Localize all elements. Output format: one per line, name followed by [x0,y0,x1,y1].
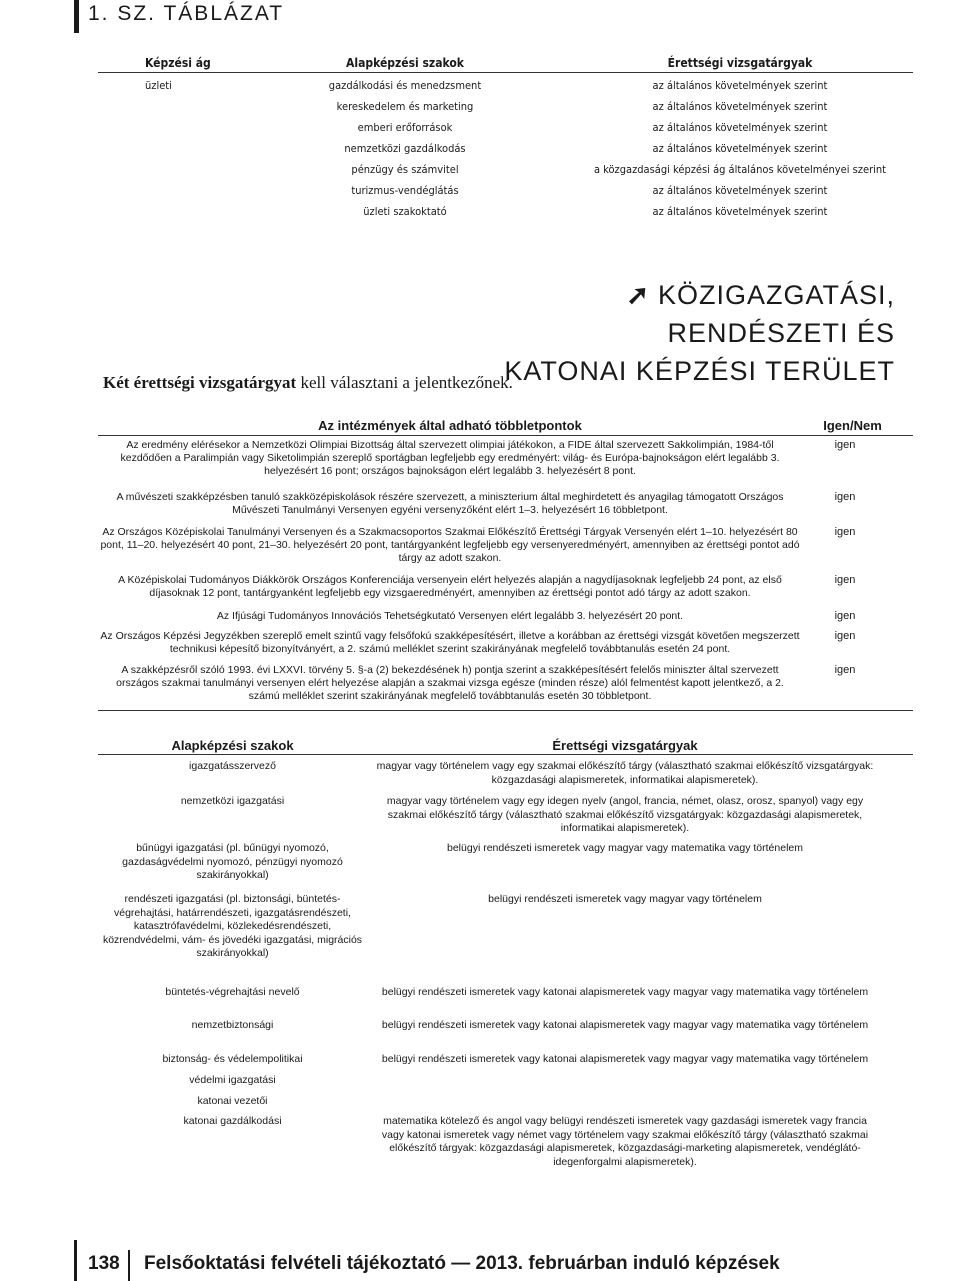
t2-cell-text: Az eredmény elérésekor a Nemzetközi Olimpiai Bizottság által szervezett olimpiai játékokon, a FIDE által szervezett Sakkolimpián, 1984-től kezdődően a Paralimpián vagy Siketolimpián szereplő sportágban legfeljebb egy eredményért: világ- és Európa-bajnokságon elért legalább 3. helyezésért 16 pont; országos bajnokságon elért legalább 3. helyezésért 8 pont. [120,439,780,477]
t3-cell-targy: belügyi rendészeti ismeretek vagy katonai alapismeretek vagy magyar vagy matematika vagy történelem [381,1053,869,1065]
t2-cell-text: Az Országos Középiskolai Tanulmányi Versenyen és a Szakmacsoportos Szakmai Előkészítő Érettségi Tárgyak Versenyén elért 1–10. helyezésért 80 pont, 11–20. helyezésért 40 pont, 21–30. helyezésért 20 pont, tantárgyanként legfeljebb egy versenyeredményért, amennyiben az érettségi pontot adó tárgy az adott szakon. [100,526,800,564]
t1-cell-targy: az általános követelmények szerint [652,79,828,92]
t3-cell-szak: igazgatásszervező [189,760,276,772]
t3-cell-targy: belügyi rendészeti ismeretek vagy katonai alapismeretek vagy magyar vagy matematika vagy történelem [381,1019,869,1031]
t1-cell-ag [145,201,275,222]
t3-cell-targy: belügyi rendészeti ismeretek vagy katonai alapismeretek vagy magyar vagy matematika vagy történelem [381,986,869,998]
t3-cell-szak: katonai gazdálkodási [183,1115,282,1127]
t3-header-szakok: Alapképzési szakok [171,738,294,753]
t3-cell-szak: nemzetközi igazgatási [180,795,285,807]
t2-header-igen-nem: Igen/Nem [823,418,882,433]
table1-divider [98,72,913,73]
t1-cell-szak: kereskedelem és marketing [336,100,474,113]
t2-cell-text: A Középiskolai Tudományos Diákkörök Országos Konferenciája versenyein elért helyezés alapján a nagydíjasoknak legfeljebb 24 pont, az első díjasoknak 12 pont, tantárgyanként legfeljebb egy vizsgaeredményért, amennyiben az érettségi pontot adó tárgy az adott szakon. [118,574,782,599]
t1-cell-targy: az általános követelmények szerint [652,184,828,197]
footer-bar [74,1240,77,1281]
t1-header-vizsgatargyak: Érettségi vizsgatárgyak [667,56,813,70]
t2-cell-igen: igen [834,439,856,451]
intro-bold: Két érettségi vizsgatárgyat [103,373,297,392]
t1-cell-szak: emberi erőforrások [357,121,453,134]
t3-cell-targy: matematika kötelező és angol vagy belügyi rendészeti ismeretek vagy gazdasági ismeretek vagy francia vagy katonai ismeretek vagy német vagy történelem vagy szakmai előkészítő tárgy (választható szakmai előkészítő tárgyak: közgazdasági alapismeretek, közgazdasági-marketing alapismeretek, vendéglátó-idegenforgalmi alapismeretek). [381,1115,869,1168]
t1-cell-szak: gazdálkodási és menedzsment [328,79,482,92]
header-bar [74,0,79,33]
t2-cell-igen: igen [834,491,856,503]
table2-top-divider [98,435,913,436]
t1-cell-ag [145,117,275,138]
table3-divider [98,754,913,755]
t1-cell-szak: üzleti szakoktató [363,205,447,218]
t1-cell-szak: nemzetközi gazdálkodás [344,142,466,155]
t3-cell-targy: belügyi rendészeti ismeretek vagy magyar vagy történelem [488,893,762,905]
footer-separator [128,1250,130,1281]
t2-cell-igen: igen [834,574,856,586]
t1-cell-szak: pénzügy és számvitel [351,163,459,176]
t1-cell-targy: az általános követelmények szerint [652,121,828,134]
t3-cell-targy: magyar vagy történelem vagy egy idegen nyelv (angol, francia, német, olasz, orosz, spanyol) vagy egy szakmai előkészítő tárgy (választható szakmai előkészítő vizsgatárgyak: közgazdasági alapismeretek, informatikai alapismeretek). [386,795,864,834]
t2-cell-igen: igen [834,526,856,538]
t3-cell-szak: büntetés-végrehajtási nevelő [165,986,300,998]
t1-cell-targy: az általános követelmények szerint [652,205,828,218]
t1-cell-ag [145,96,275,117]
t1-header-kepzesi-ag: Képzési ág [145,56,211,70]
t1-cell-szak: turizmus-vendéglátás [351,184,459,197]
t1-cell-targy: az általános követelmények szerint [652,100,828,113]
t3-header-vizsgatargyak: Érettségi vizsgatárgyak [552,738,698,753]
t1-cell-ag [145,138,275,159]
page-title: 1. SZ. TÁBLÁZAT [88,2,285,25]
section-heading-line1: KÖZIGAZGATÁSI, RENDÉSZETI ÉS [657,280,895,348]
t3-cell-targy: belügyi rendészeti ismeretek vagy magyar vagy matematika vagy történelem [447,842,803,854]
t1-header-szakok: Alapképzési szakok [346,56,464,70]
intro-text [103,373,513,393]
t3-cell-szak: rendészeti igazgatási (pl. biztonsági, büntetés-végrehajtási, határrendészeti, igazgatásrendészeti, katasztrófavédelmi, közlekedésrendészeti, közrendvédelmi, vám- és jövedéki igazgatási, migrációs szakirányokkal) [102,893,363,959]
t3-cell-szak: biztonság- és védelempolitikai [162,1053,303,1065]
section-heading-line2: KATONAI KÉPZÉSI TERÜLET [504,356,895,386]
t2-cell-text: Az Ifjúsági Tudományos Innovációs Tehetségkutató Versenyen elért legalább 3. helyezésért 20 pont. [216,610,684,622]
page-number: 138 [88,1253,120,1274]
t3-cell-szak: védelmi igazgatási [189,1074,276,1086]
t3-cell-szak: katonai vezetői [197,1095,268,1107]
t2-cell-text: A szakképzésről szóló 1993. évi LXXVI. törvény 5. §-a (2) bekezdésének h) pontja szerint a szakképesítésért felelős miniszter által szervezett országos szakmai tanulmányi versenyen elért helyezése alapján a szakmai vizsga egésze (minden része) alól felmentést kapott jelentkező, a 2. számú melléklet szerint szakirányának megfelelő továbbtanulás esetén 30 többletpont. [116,664,784,702]
t2-cell-igen: igen [834,610,856,622]
arrow-icon: ➚ [626,280,650,310]
t1-cell-ag [145,180,275,201]
t2-cell-text: A művészeti szakképzésben tanuló szakközépiskolások részére szervezett, a miniszterium által meghirdetett és anyagilag támogatott Országos Művészeti Tanulmányi Versenyen egyéni versenyzőként elért 1–3. helyezésért 16 többletpont. [116,491,784,516]
t1-cell-ag: üzleti [145,79,172,92]
t2-cell-igen: igen [834,664,856,676]
t2-header-tobbletpontok: Az intézmények által adható többletpontok [318,418,582,433]
t2-cell-text: Az Országos Képzési Jegyzékben szereplő emelt szintű vagy felsőfokú szakképesítésért, illetve a korábban az érettségi vizsgát követően megszerzett technikusi képesítő bizonyítványért, a 2. számú melléklet szerint szakirányának megfelelő továbbtanulás esetén 24 pont. [100,630,800,655]
t1-cell-targy: az általános követelmények szerint [652,142,828,155]
footer-title: Felsőoktatási felvételi tájékoztató — 2013. februárban induló képzések [144,1253,780,1274]
intro-rest: kell választani a jelentkezőnek. [296,373,513,392]
t1-cell-ag [145,159,275,180]
t3-cell-szak: nemzetbiztonsági [191,1019,274,1031]
table2-bottom-divider [98,710,913,711]
t1-cell-targy: a közgazdasági képzési ág általános követelményei szerint [593,163,887,176]
t2-cell-igen: igen [834,630,856,642]
t3-cell-szak: bűnügyi igazgatási (pl. bűnügyi nyomozó, gazdaságvédelmi nyomozó, pénzügyi nyomozó szakirányokkal) [122,842,343,881]
t3-cell-targy: magyar vagy történelem vagy egy szakmai előkészítő tárgy (választható szakmai előkészítő vizsgatárgyak: közgazdasági alapismeretek, informatikai alapismeretek). [376,760,874,786]
